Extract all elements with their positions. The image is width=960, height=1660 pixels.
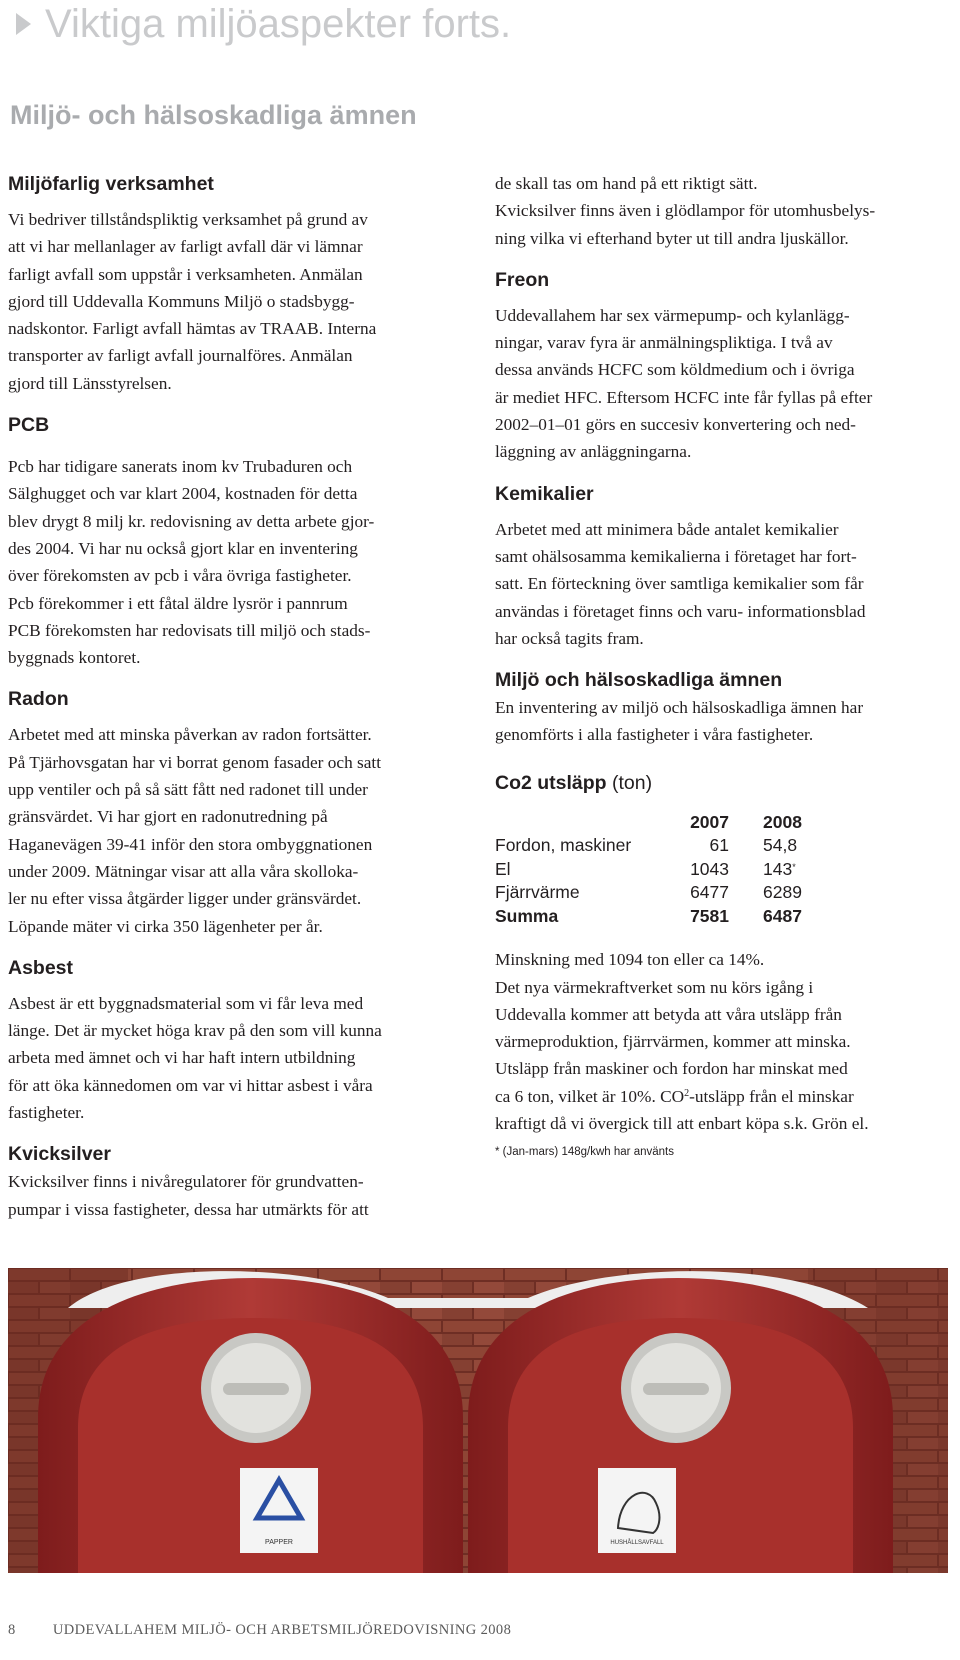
page-footer: [8, 1622, 511, 1639]
paragraph-line: upp ventiler och på så sätt fått ned radonet till under: [8, 780, 368, 800]
cell-2007: 61: [709, 835, 729, 856]
row-label: Fordon, maskiner: [495, 835, 632, 856]
paragraph-line: pumpar i vissa fastigheter, dessa har utmärkts för att: [8, 1199, 369, 1219]
recycling-containers-photo: [8, 1268, 948, 1573]
section-halsoskadliga: [495, 666, 945, 749]
paragraph-line: gjord till Uddevalla Kommuns Miljö o stadsbygg-: [8, 291, 355, 311]
paragraph-line: under 2009. Mätningar visar att alla våra skolloka-: [8, 861, 359, 881]
paragraph-line: Det nya värmekraftverket som nu körs igång i: [495, 977, 814, 997]
paragraph-line: samt ohälsosamma kemikalierna i företaget har fort-: [495, 546, 857, 566]
section-heading: [495, 769, 945, 797]
cell-2008: [729, 858, 859, 882]
paragraph-line: des 2004. Vi har nu också gjort klar en inventering: [8, 538, 358, 558]
paragraph-line: länge. Det är mycket höga krav på den som vill kunna: [8, 1021, 382, 1041]
paragraph-line: har också tagits fram.: [495, 628, 644, 648]
row-label: El: [495, 858, 511, 879]
paragraph-line: Löpande mäter vi cirka 350 lägenheter per år.: [8, 916, 323, 936]
cell-2007: 7581: [690, 905, 729, 926]
section-heading: PCB: [8, 414, 50, 437]
paragraph-line: arbeta med ämnet och vi har haft intern utbildning: [8, 1048, 356, 1068]
paragraph-line: ningar, varav fyra är anmälningspliktiga. I två av: [495, 333, 833, 353]
paper-label-text: PAPPER: [265, 1539, 293, 1546]
section-radon: [8, 685, 448, 939]
column-header-2008: 2008: [763, 811, 802, 832]
section-pcb: [8, 411, 448, 671]
paragraph-line: över förekomsten av pcb i våra övriga fastigheter.: [8, 566, 352, 586]
paragraph-line: dessa används HCFC som köldmedium och i övriga: [495, 360, 855, 380]
paragraph-line: Asbest är ett byggnadsmaterial som vi får leva med: [8, 993, 364, 1013]
section-heading: Kvicksilver: [8, 1143, 111, 1166]
paragraph-line: genomförts i alla fastigheter i våra fastigheter.: [495, 725, 814, 745]
paragraph-line: användas i företaget finns och varu- informationsblad: [495, 601, 866, 621]
publication-name: UDDEVALLAHEM MILJÖ- OCH ARBETSMILJÖREDOVISNING 2008: [52, 1622, 512, 1638]
paragraph-line: värmeproduktion, fjärrvärmen, kommer att minska.: [495, 1032, 851, 1052]
section-kemikalier: [495, 480, 945, 652]
cell-2008: 6487: [763, 905, 802, 926]
paragraph-line: farligt avfall som uppstår i verksamheten. Anmälan: [8, 264, 363, 284]
co2-superscript: 2: [684, 1087, 690, 1099]
paragraph-line: Haganevägen 39-41 inför den stora ombyggnationen: [8, 834, 373, 854]
paragraph-line: byggnads kontoret.: [8, 648, 141, 668]
left-column: [8, 170, 448, 1223]
page-number: 8: [8, 1622, 16, 1638]
paragraph-line: PCB förekomsten har redovisats till miljö och stads-: [8, 620, 371, 640]
footnote: * (Jan-mars) 148g/kwh har använts: [495, 1146, 674, 1159]
section-kvicksilver-cont: [495, 170, 945, 252]
section-freon: [495, 266, 945, 466]
cell-2008: 54,8: [763, 835, 798, 856]
section-heading: Kemikalier: [495, 482, 594, 505]
paragraph-line: Arbetet med att minska påverkan av radon fortsätter.: [8, 725, 372, 745]
right-column: [495, 170, 945, 1161]
section-miljofarlig: [8, 170, 448, 397]
photo-illustration: [8, 1268, 948, 1573]
paragraph-line: de skall tas om hand på ett riktigt sätt.: [495, 174, 758, 193]
cell-2008: 6289: [763, 882, 802, 903]
paragraph-line: [495, 1083, 945, 1110]
paragraph-line: kraftigt då vi övergick till att enbart köpa s.k. Grön el.: [495, 1114, 869, 1134]
paragraph-line: blev drygt 8 milj kr. redovisning av detta arbete gjor-: [8, 511, 375, 531]
section-asbest: [8, 954, 448, 1126]
paragraph-line: nadskontor. Farligt avfall hämtas av TRAAB. Interna: [8, 319, 377, 339]
section-heading: Freon: [495, 268, 550, 291]
table-row: [495, 834, 859, 858]
paragraph-line: ler nu efter vissa åtgärder ligger under gränsvärdet.: [8, 889, 362, 909]
paragraph-line: Kvicksilver finns även i glödlampor för utomhusbelys-: [495, 201, 876, 221]
paragraph-line: fastigheter.: [8, 1103, 85, 1123]
section-heading: Radon: [8, 688, 69, 711]
footnote-mark: *: [792, 861, 796, 872]
paragraph-line: gjord till Länsstyrelsen.: [8, 373, 172, 393]
co2-line-start: ca 6 ton, vilket är 10%. CO: [495, 1086, 685, 1106]
paragraph-line: 2002–01–01 görs en succesiv konvertering och ned-: [495, 415, 856, 435]
paragraph-line: Pcb förekommer i ett fåtal äldre lysrör i pannrum: [8, 593, 348, 613]
paragraph-line: ning vilka vi efterhand byter ut till andra ljuskällor.: [495, 228, 849, 248]
paragraph-line: för att öka kännedomen om var vi hittar asbest i våra: [8, 1075, 373, 1095]
co2-heading-unit: (ton): [612, 771, 653, 794]
paragraph-line: Uddevallahem har sex värmepump- och kylanlägg-: [495, 305, 850, 325]
paragraph-line: är mediet HFC. Eftersom HCFC inte får fyllas på efter: [495, 387, 873, 407]
co2-line-end: -utsläpp från el minskar: [689, 1086, 854, 1106]
triangle-bullet-icon: [16, 13, 31, 35]
column-header-2007: 2007: [690, 811, 729, 832]
page-title: [10, 0, 511, 48]
paragraph-line: Minskning med 1094 ton eller ca 14%.: [495, 950, 765, 970]
section-title: Miljö- och hälsoskadliga ämnen: [10, 100, 417, 130]
paragraph-line: På Tjärhovsgatan har vi borrat genom fasader och satt: [8, 752, 382, 772]
section-co2: [495, 769, 945, 1162]
row-label: Fjärrvärme: [495, 882, 580, 903]
paragraph-line: Utsläpp från maskiner och fordon har minskat med: [495, 1059, 848, 1079]
cell-2008-value: 143: [763, 858, 793, 879]
paragraph-line: Pcb har tidigare sanerats inom kv Trubaduren och: [8, 457, 353, 477]
paragraph-line: Arbetet med att minimera både antalet kemikalier: [495, 519, 839, 539]
table-row: [495, 858, 859, 882]
table-row: [495, 881, 859, 905]
paragraph-line: Vi bedriver tillståndspliktig verksamhet på grund av: [8, 210, 368, 229]
section-heading: Asbest: [8, 956, 74, 979]
table-header-row: [495, 811, 859, 835]
paragraph-line: Sälghugget och var klart 2004, kostnaden för detta: [8, 484, 358, 504]
cell-2007: 1043: [690, 858, 729, 879]
paragraph-line: Uddevalla kommer att betyda att våra utsläpp från: [495, 1004, 842, 1024]
row-label: Summa: [495, 905, 559, 926]
section-kvicksilver: [8, 1140, 448, 1223]
co2-table: [495, 811, 859, 929]
paragraph-line: satt. En förteckning över samtliga kemikalier som får: [495, 574, 864, 594]
page-title-text: Viktiga miljöaspekter forts.: [45, 1, 512, 46]
paragraph-line: att vi har mellanlager av farligt avfall där vi lämnar: [8, 237, 363, 257]
paragraph-line: Kvicksilver finns i nivåregulatorer för grundvatten-: [8, 1172, 364, 1192]
paragraph-line: En inventering av miljö och hälsoskadliga ämnen har: [495, 698, 864, 718]
section-heading: Miljö och hälsoskadliga ämnen: [495, 669, 783, 692]
paragraph-line: gränsvärdet. Vi har gjort en radonutredning på: [8, 807, 328, 827]
table-sum-row: [495, 905, 859, 929]
section-heading: Miljöfarlig verksamhet: [8, 173, 214, 195]
paragraph-line: läggning av anläggningarna.: [495, 442, 692, 462]
paragraph-line: transporter av farligt avfall journalföres. Anmälan: [8, 346, 353, 366]
cell-2007: 6477: [690, 882, 729, 903]
household-label-text: HUSHÅLLSAVFALL: [610, 1540, 664, 1546]
co2-heading-text: Co2 utsläpp: [495, 771, 607, 794]
